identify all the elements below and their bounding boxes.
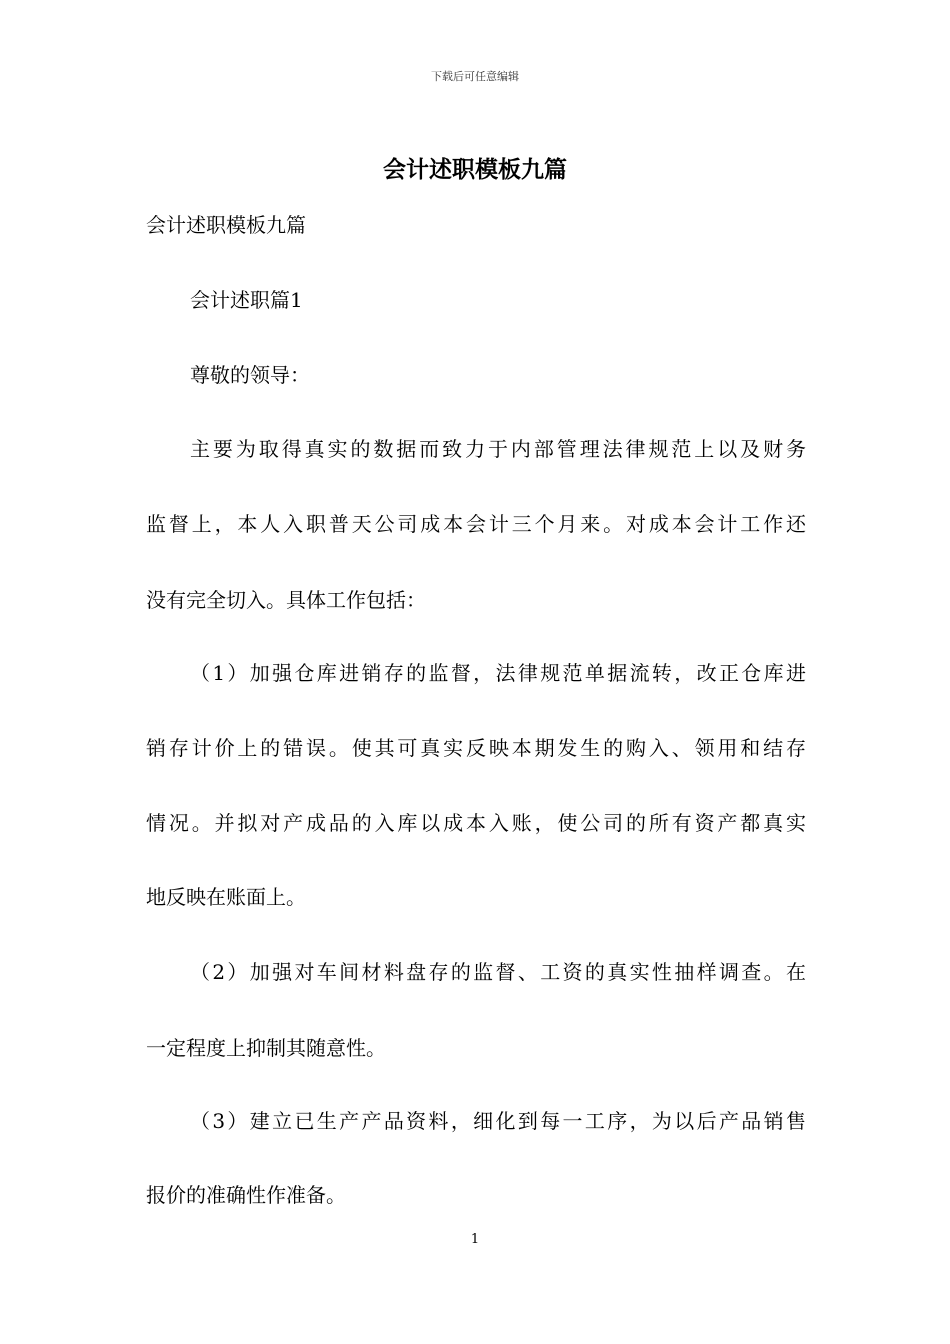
section-heading: 会计述职篇1	[190, 288, 303, 312]
paragraph-line: 情况。并拟对产成品的入库以成本入账，使公司的所有资产都真实	[146, 811, 806, 835]
paragraph-line: 没有完全切入。具体工作包括：	[146, 588, 426, 612]
paragraph-line: 主要为取得真实的数据而致力于内部管理法律规范上以及财务	[190, 437, 806, 461]
paragraph-line: 地反映在账面上。	[146, 885, 306, 909]
paragraph-line: （3）建立已生产产品资料，细化到每一工序，为以后产品销售	[190, 1109, 806, 1133]
subtitle-line: 会计述职模板九篇	[146, 213, 306, 237]
page-number: 1	[470, 1232, 480, 1247]
paragraph-line: 一定程度上抑制其随意性。	[146, 1036, 386, 1060]
header-note: 下载后可任意编辑	[431, 70, 519, 83]
paragraph-line: 销存计价上的错误。使其可真实反映本期发生的购入、领用和结存	[146, 736, 806, 760]
paragraph-line: 监督上，本人入职普天公司成本会计三个月来。对成本会计工作还	[146, 512, 806, 536]
document-title: 会计述职模板九篇	[383, 156, 567, 183]
salutation: 尊敬的领导：	[190, 363, 310, 387]
paragraph-line: 报价的准确性作准备。	[146, 1183, 346, 1207]
paragraph-line: （1）加强仓库进销存的监督，法律规范单据流转，改正仓库进	[190, 661, 806, 685]
paragraph-line: （2）加强对车间材料盘存的监督、工资的真实性抽样调查。在	[190, 960, 806, 984]
